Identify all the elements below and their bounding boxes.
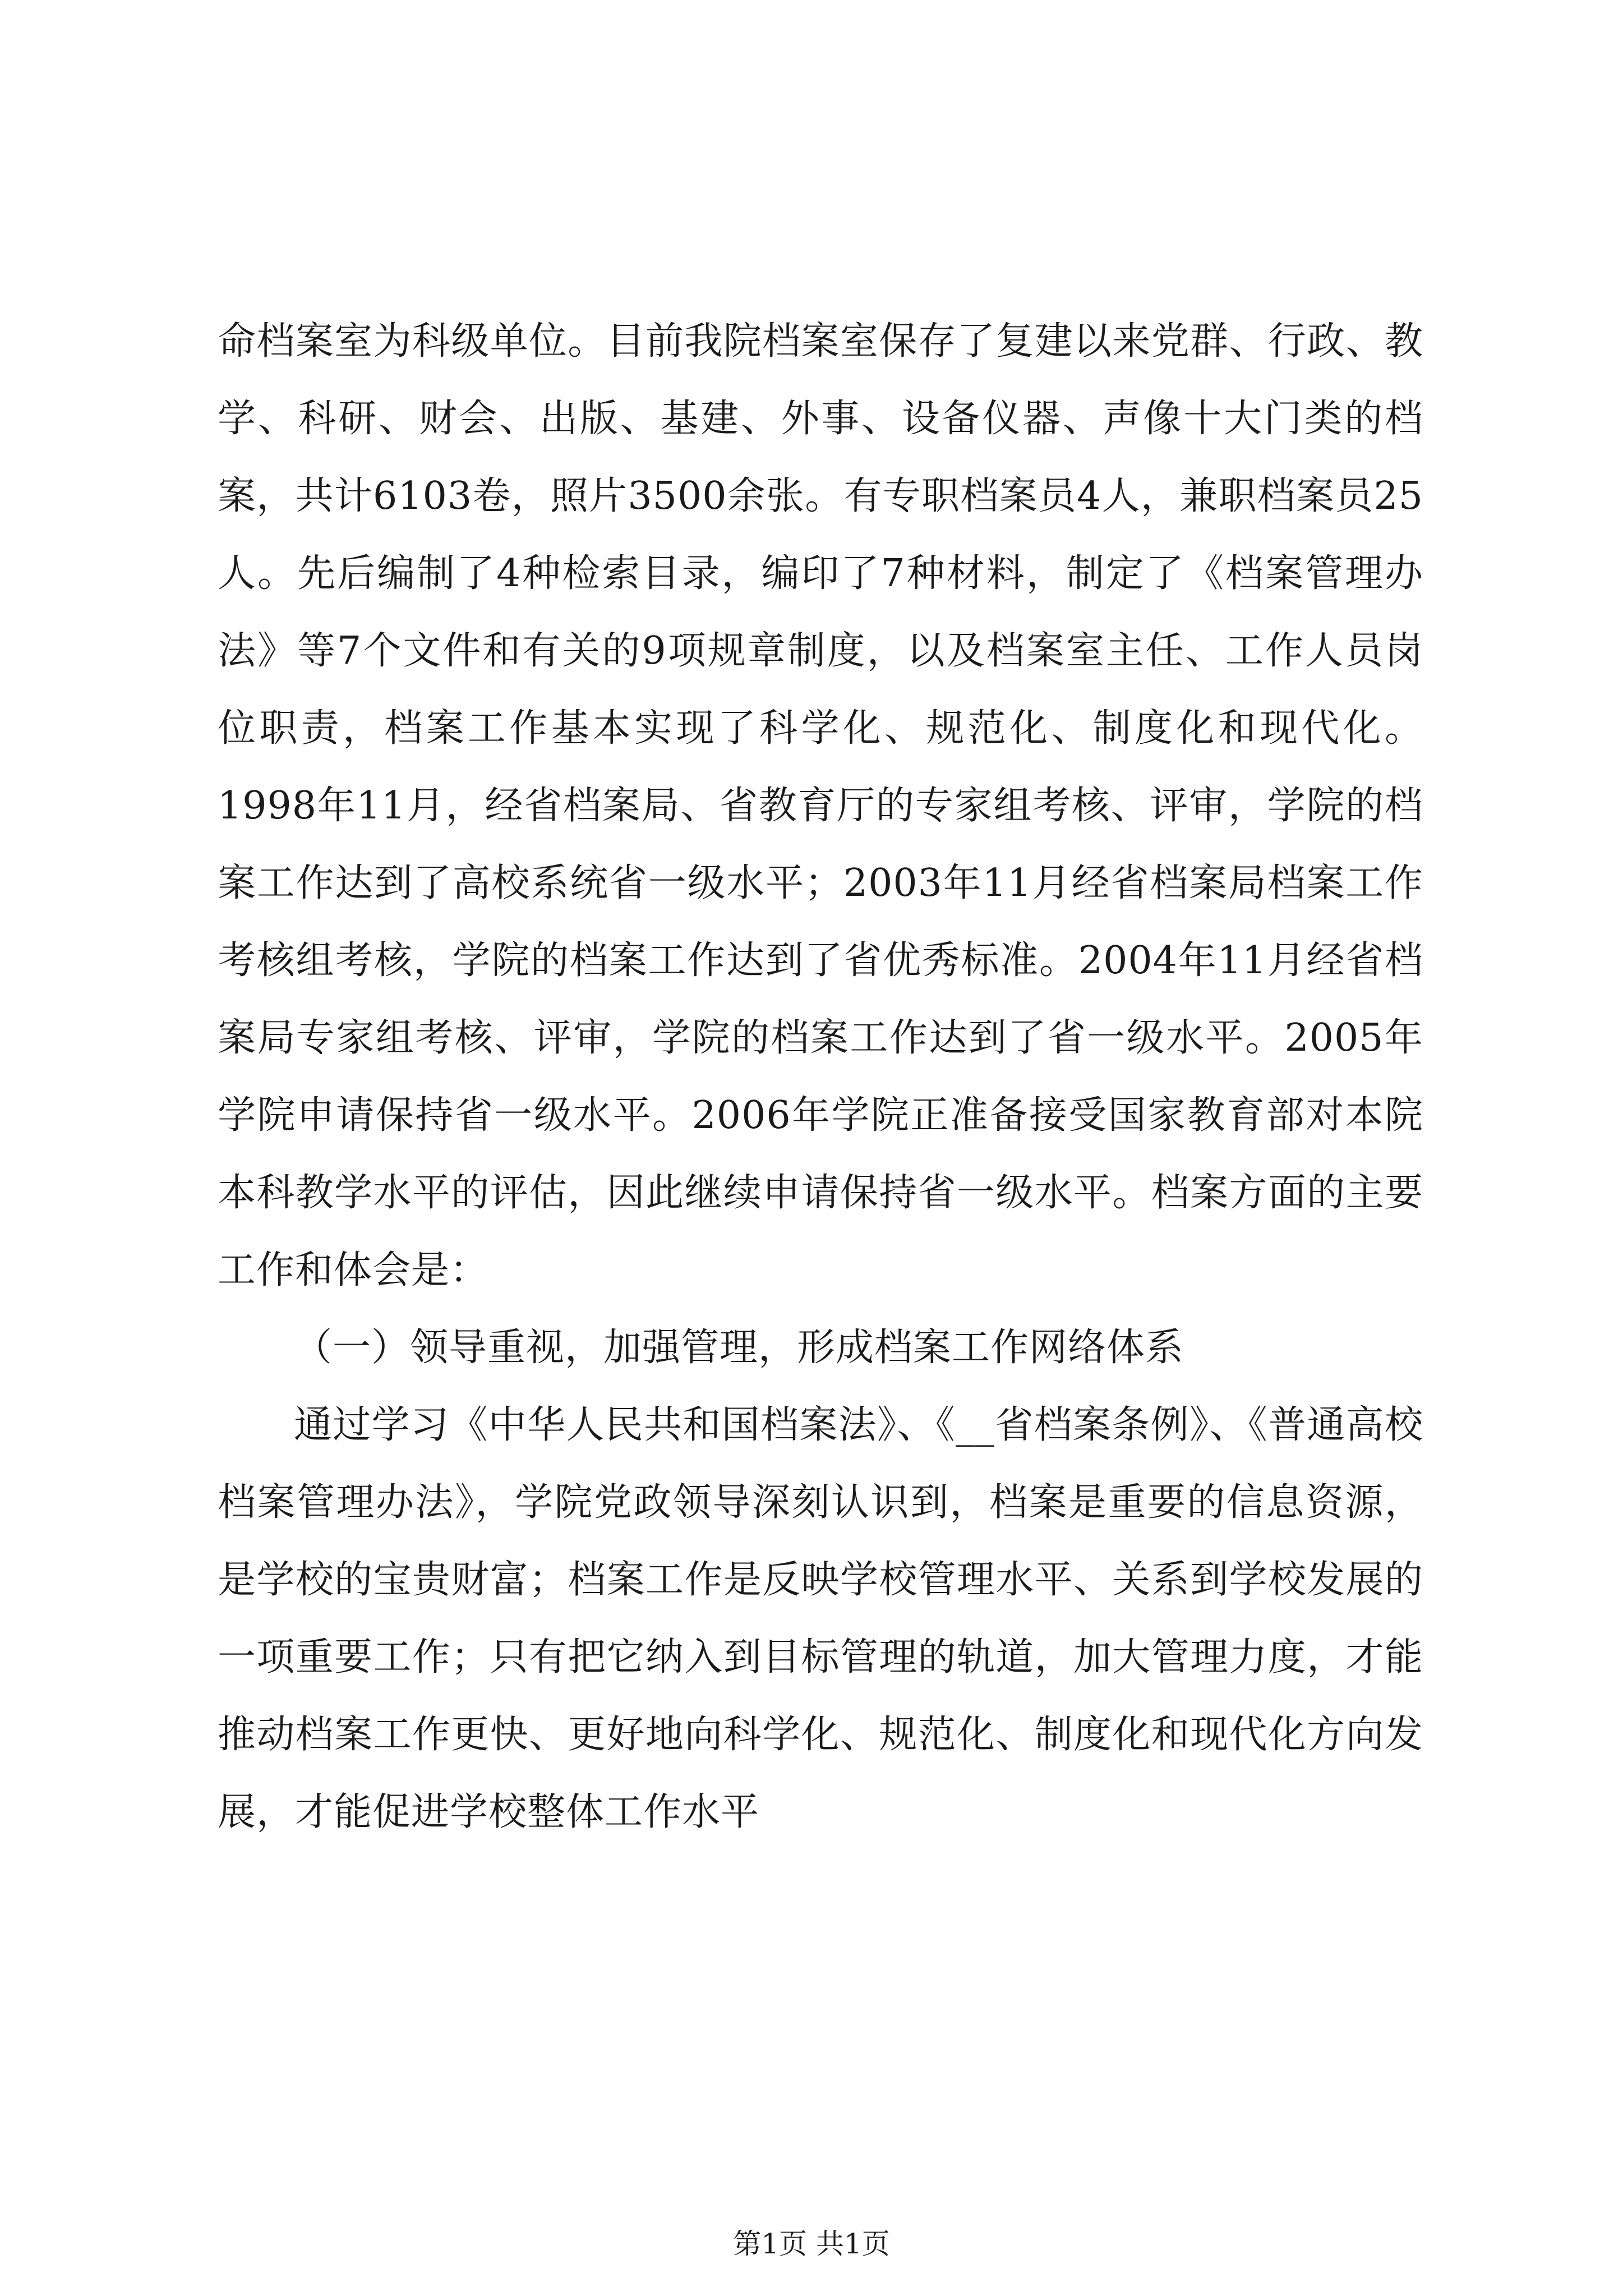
page-footer: 第1页 共1页 (733, 2228, 890, 2260)
document-body (218, 303, 1423, 1851)
paragraph-1: 命档案室为科级单位。目前我院档案室保存了复建以来党群、行政、教学、科研、财会、出版、基建、外事、设备仪器、声像十大门类的档案，共计6103卷，照片3500余张。有专职档案员4人，兼职档案员25人。先后编制了4种检索目录，编印了7种材料，制定了《档案管理办法》等7个文件和有关的9项规章制度，以及档案室主任、工作人员岗位职责，档案工作基本实现了科学化、规范化、制度化和现代化。1998年11月，经省档案局、省教育厅的专家组考核、评审，学院的档案工作达到了高校系统省一级水平；2003年11月经省档案局档案工作考核组考核，学院的档案工作达到了省优秀标准。2004年11月经省档案局专家组考核、评审，学院的档案工作达到了省一级水平。2005年学院申请保持省一级水平。2006年学院正准备接受国家教育部对本院本科教学水平的评估，因此继续申请保持省一级水平。档案方面的主要工作和体会是： (218, 319, 1423, 1292)
section-heading: （一）领导重视，加强管理，形成档案工作网络体系 (294, 1326, 1184, 1370)
paragraph-2: 通过学习《中华人民共和国档案法》、《__省档案条例》、《普通高校档案管理办法》，学院党政领导深刻认识到，档案是重要的信息资源，是学校的宝贵财富；档案工作是反映学校管理水平、关系到学校发展的一项重要工作；只有把它纳入到目标管理的轨道，加大管理力度，才能推动档案工作更快、更好地向科学化、规范化、制度化和现代化方向发展，才能促进学校整体工作水平 (218, 1403, 1423, 1834)
